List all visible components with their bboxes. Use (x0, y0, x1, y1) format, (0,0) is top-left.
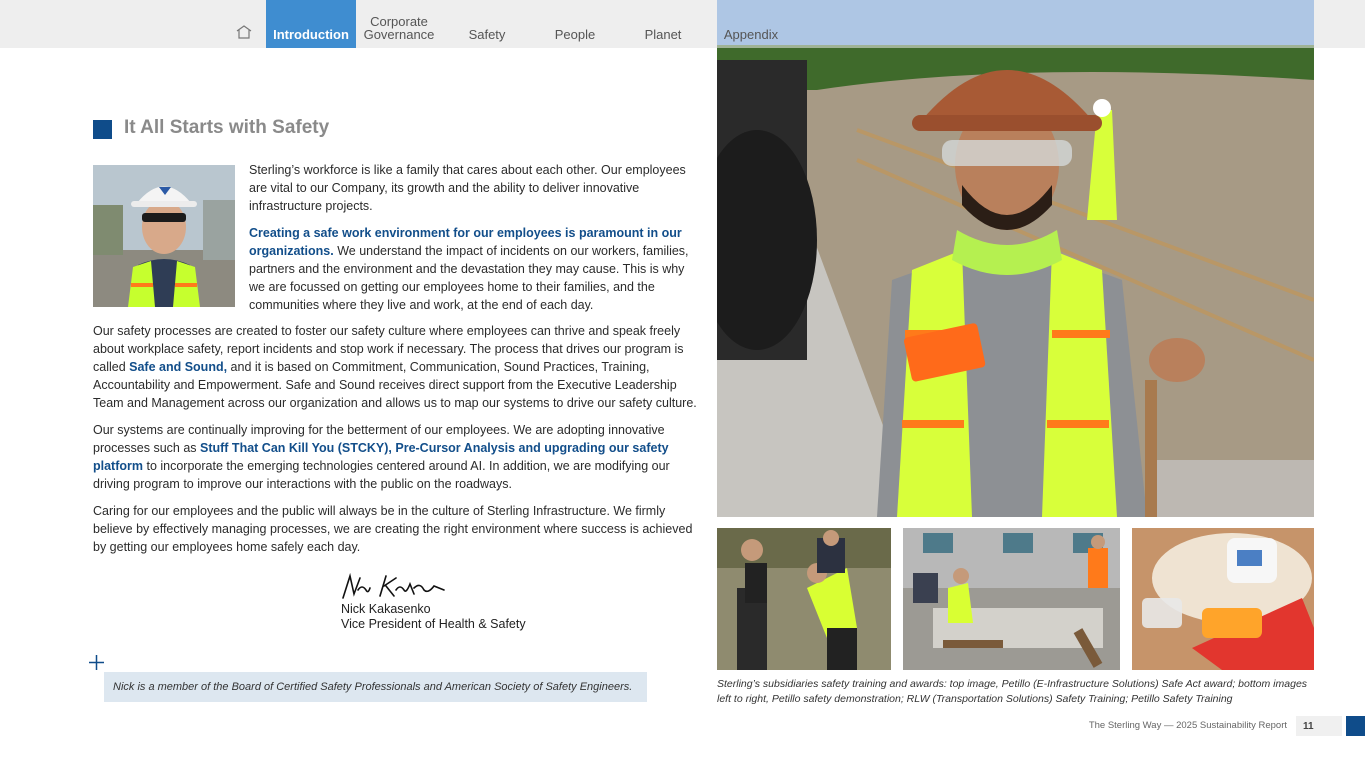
heading-marker (93, 120, 112, 139)
paragraph-caring: Caring for our employees and the public will always be in the culture of Sterling Infrastructure. We firmly believe by effectively managing processes, we are creating the right environment where success is achieved by getting our employees home safely each day. (93, 504, 693, 554)
tab-introduction[interactable]: Introduction (266, 0, 356, 48)
plus-icon (88, 654, 105, 671)
paragraph-systems (93, 421, 699, 493)
paragraph-text: Our safety processes are created to foster our safety culture where employees can thrive and speak freely about workplace safety, report incidents and stop work if necessary. The process that drives our program is called (93, 324, 684, 374)
paragraph-text: to incorporate the emerging technologies centered around AI. In addition, we are modifying our driving program to improve our interactions with the public on the roadways. (93, 459, 670, 491)
tab-corporate-governance[interactable]: Corporate Governance (363, 14, 435, 42)
note-box: Nick is a member of the Board of Certified Safety Professionals and American Society of Safety Engineers. (104, 672, 647, 702)
tab-appendix[interactable]: Appendix (723, 27, 779, 42)
photo-petillo-safety-training (1132, 528, 1314, 670)
photo-rlw-safety-training (903, 528, 1120, 670)
handwritten-signature (340, 572, 450, 602)
tab-safety[interactable]: Safety (468, 27, 506, 42)
section-title: It All Starts with Safety (124, 117, 330, 138)
intro-paragraph-1: Sterling’s workforce is like a family that cares about each other. Our employees are vital to our Company, its growth and the ability to deliver innovative infrastructure projects. (249, 163, 686, 213)
paragraph-text: Our systems are continually improving for the betterment of our employees. We are adopting innovative processes such as (93, 423, 665, 455)
portrait-photo (93, 165, 235, 307)
paragraph-text: and it is based on Commitment, Communication, Sound Practices, Training, Accountability and Empowerment. Safe and Sound receives direct support from the Executive Leadership Team and Management across our organization and allows us to map our systems to drive our safety culture. (93, 360, 697, 410)
intro-paragraph-2-text: We understand the impact of incidents on our workers, families, partners and the environment and the devastation they may cause. This is why we are focussed on getting our employees home to their families, and the communities where they live and work, at the end of each day. (249, 244, 689, 312)
signer-name: Nick Kakasenko (341, 602, 431, 616)
signer-title: Vice President of Health & Safety (341, 617, 526, 631)
paragraph-safe-and-sound (93, 322, 699, 412)
intro-text (249, 161, 699, 323)
page-corner-marker (1346, 716, 1365, 736)
tab-planet[interactable]: Planet (644, 27, 682, 42)
safe-and-sound-highlight: Safe and Sound, (129, 360, 228, 374)
home-icon[interactable] (232, 0, 256, 48)
stcky-highlight: Stuff That Can Kill You (STCKY), Pre-Cursor Analysis and upgrading our safety platform (93, 441, 669, 473)
nav-overlay (717, 0, 1314, 48)
footer-report-title: The Sterling Way — 2025 Sustainability Report (1088, 720, 1287, 731)
main-text (93, 322, 699, 565)
page-number: 11 (1296, 716, 1342, 736)
tab-people[interactable]: People (554, 27, 596, 42)
intro-highlight: Creating a safe work environment for our employees is paramount in our organizations. (249, 226, 682, 258)
intro-paragraph-2 (249, 224, 699, 314)
photo-caption: Sterling’s subsidiaries safety training and awards: top image, Petillo (E-Infrastructure Solutions) Safe Act award; bottom images left to right, Petillo safety demonstration; RLW (Transportation Solutions) Safety Training; Petillo Safety Training (717, 678, 1308, 705)
main-photo (717, 0, 1314, 517)
photo-safety-demonstration (717, 528, 891, 670)
